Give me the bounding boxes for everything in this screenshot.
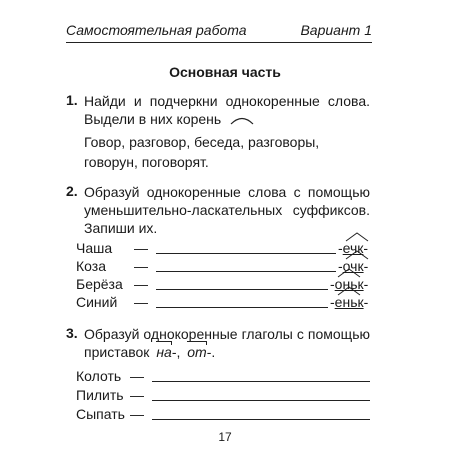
task2-row-suffix: - ечк- — [338, 240, 368, 256]
task1-line1: Найди и подчеркни однокоренные слова. — [84, 93, 370, 109]
task3-row-dash: — — [130, 387, 144, 403]
work-type-label: Самостоятельная работа — [66, 22, 247, 38]
task1-words-line2: говорун, поговорят. — [84, 154, 209, 170]
task3-sep: -, — [171, 344, 181, 360]
header-rule — [66, 42, 372, 43]
task2-row-word: Коза — [76, 258, 106, 274]
task1-words-line1: Говор, разговор, беседа, разговоры, — [84, 134, 320, 150]
task3-row-answer-line[interactable] — [152, 400, 370, 401]
task1-number: 1. — [66, 92, 78, 108]
task2-row-dash: — — [134, 294, 148, 310]
task3-row-word: Колоть — [76, 368, 122, 384]
root-arc-icon — [229, 114, 255, 126]
task2-row-answer-line[interactable] — [156, 271, 336, 272]
task2-row — [76, 294, 370, 314]
task2-row-word: Берёза — [76, 276, 123, 292]
variant-label: Вариант 1 — [300, 22, 372, 38]
task3-row — [76, 387, 370, 407]
prefix-na: на — [156, 343, 172, 361]
task3-line1: Образуй однокоренные глаголы с помощью — [84, 326, 370, 342]
page-number: 17 — [218, 430, 232, 444]
task2-row-suffix: - оньк- — [330, 276, 368, 292]
task2-line2: уменьшительно-ласкательных суффиксов. — [84, 202, 370, 218]
task3-row-answer-line[interactable] — [152, 419, 370, 420]
task3-row — [76, 406, 370, 426]
task1-line2-text: Выдели в них корень — [84, 111, 222, 127]
suffix-mark-icon — [337, 286, 361, 296]
page-header — [66, 22, 372, 42]
task2-row-suffix: - очк- — [338, 258, 368, 274]
task3-line2-text: приставок — [84, 344, 150, 360]
suffix-mark-icon — [337, 268, 361, 278]
task3-number: 3. — [66, 325, 78, 341]
task2-row — [76, 276, 370, 296]
suffix-mark-icon — [345, 232, 369, 242]
task2-row — [76, 258, 370, 278]
task2-row-word: Синий — [76, 294, 118, 310]
task2-line1: Образуй однокоренные слова с помощью — [84, 184, 370, 200]
task2-row-answer-line[interactable] — [156, 289, 328, 290]
task2-number: 2. — [66, 183, 78, 199]
prefix-ot: от — [187, 343, 206, 361]
task2-row-answer-line[interactable] — [156, 253, 336, 254]
task2-row — [76, 240, 370, 260]
task3-row — [76, 368, 370, 388]
task2-row-answer-line[interactable] — [156, 307, 328, 308]
suffix-mark-icon — [345, 250, 369, 260]
task3-row-dash: — — [130, 368, 144, 384]
task2-row-suffix: - еньк- — [330, 294, 368, 310]
task3-row-word: Пилить — [76, 387, 124, 403]
task2-row-dash: — — [134, 276, 148, 292]
section-title: Основная часть — [169, 64, 281, 80]
task1-line2 — [84, 110, 255, 128]
task3-line2 — [84, 343, 215, 361]
task2-line3: Запиши их. — [84, 220, 158, 236]
task3-row-word: Сыпать — [76, 406, 125, 422]
task2-row-dash: — — [134, 258, 148, 274]
task3-row-dash: — — [130, 406, 144, 422]
task2-row-dash: — — [134, 240, 148, 256]
task3-row-answer-line[interactable] — [152, 381, 370, 382]
task2-row-word: Чаша — [76, 240, 113, 256]
task3-end: -. — [206, 344, 216, 360]
